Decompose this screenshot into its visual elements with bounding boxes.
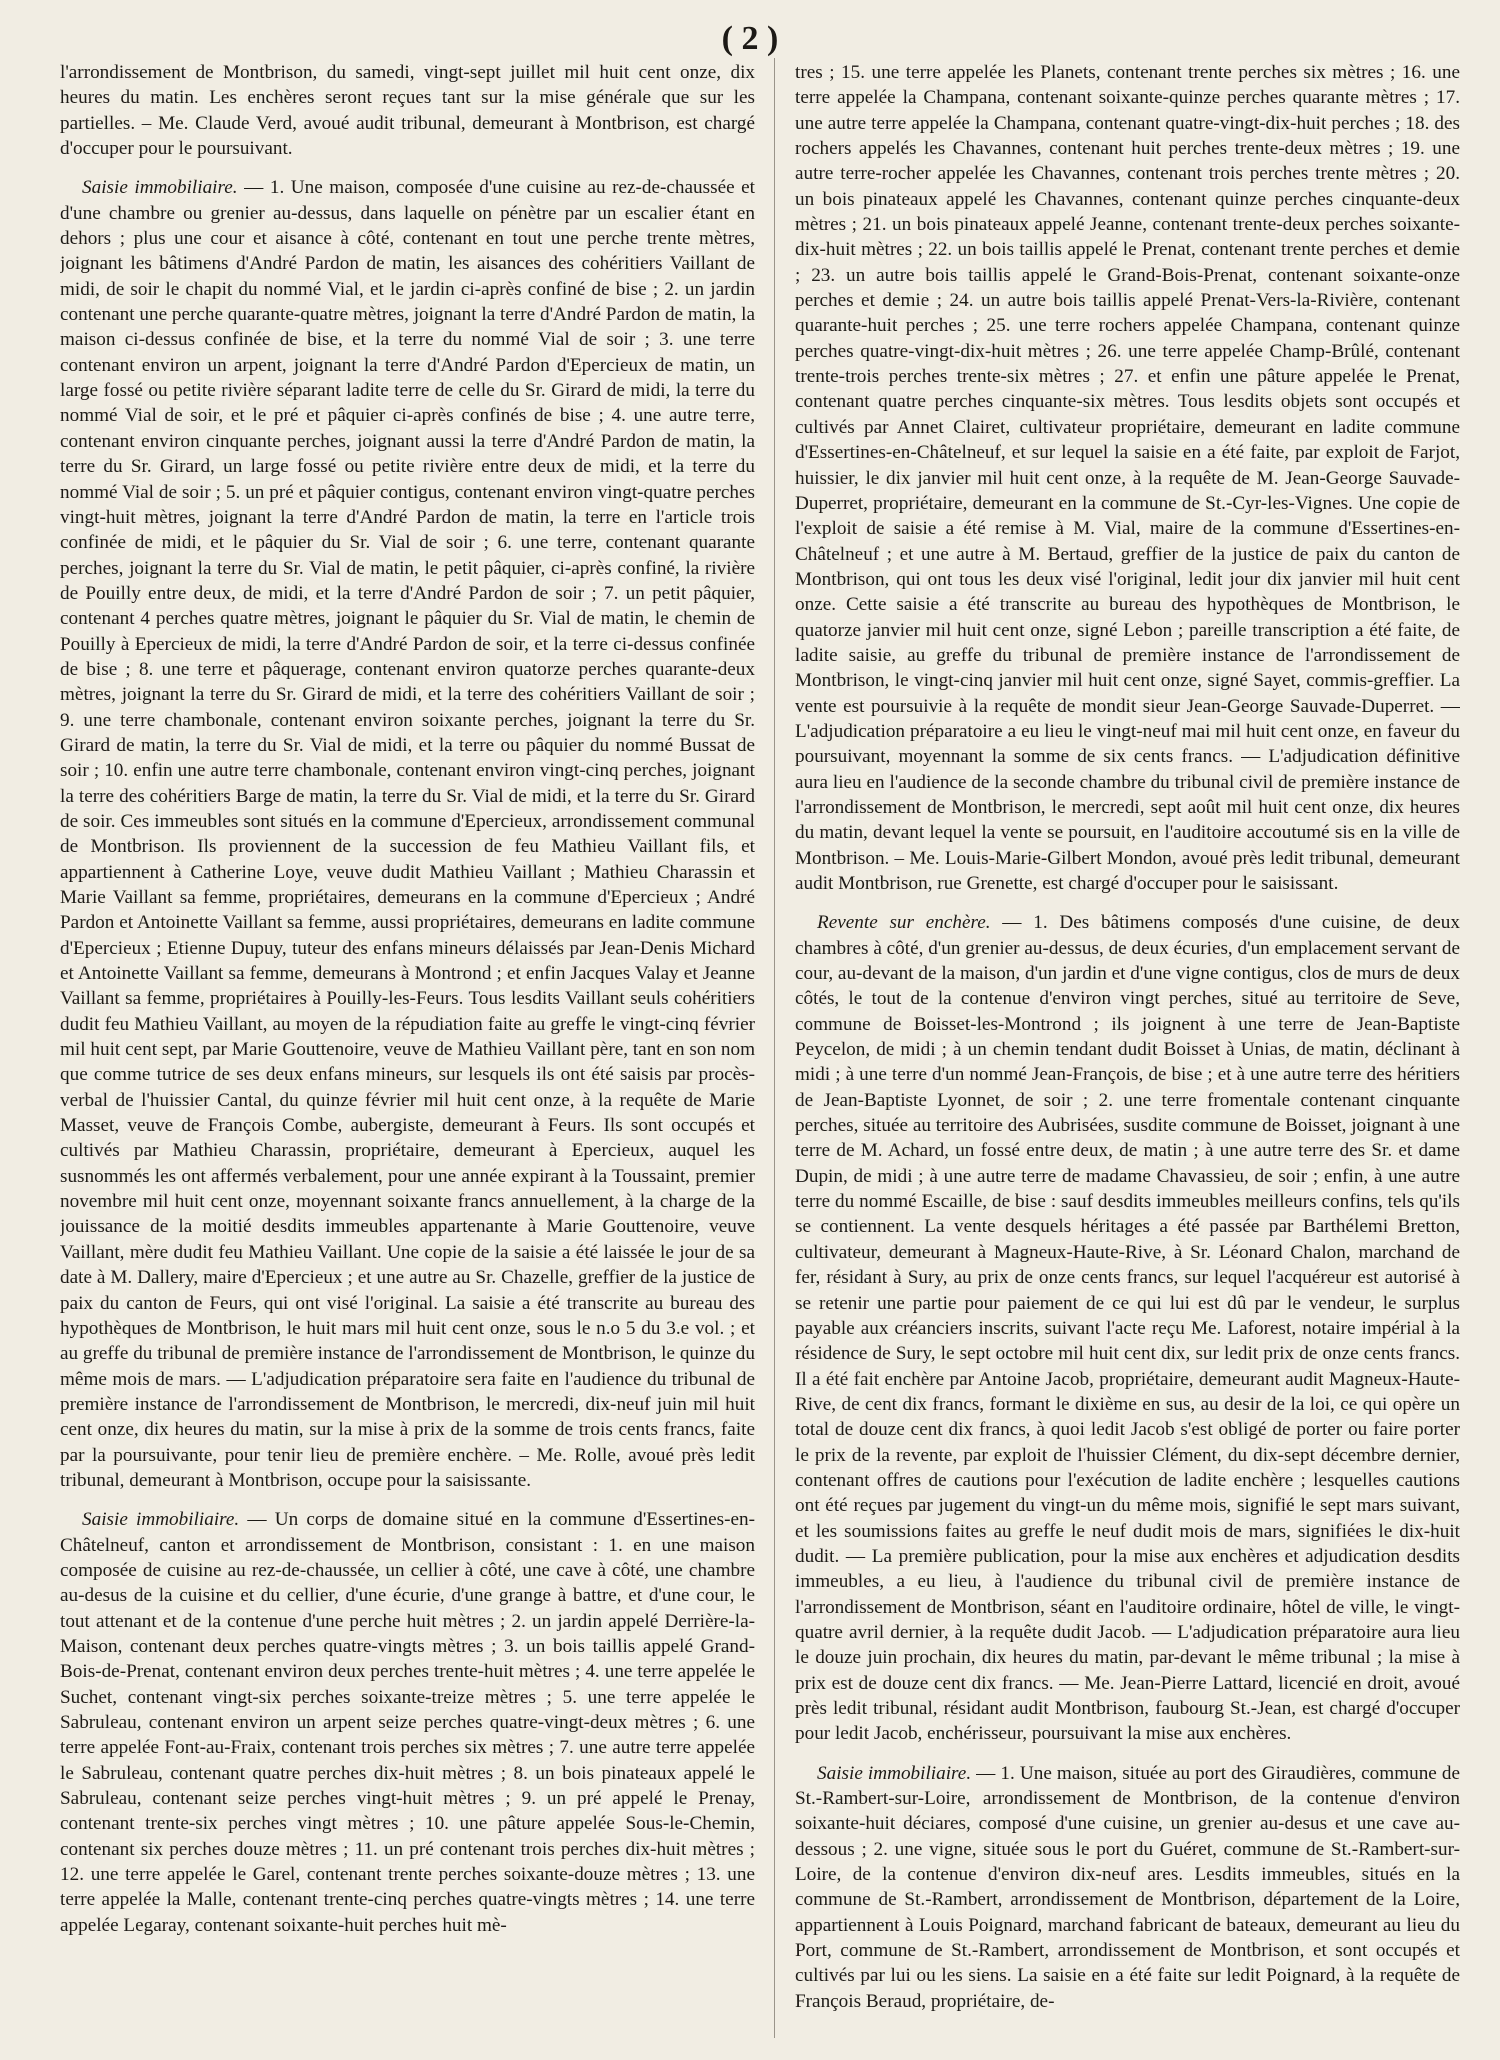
page-number: ( 2 ): [721, 20, 779, 57]
article-text: — Un corps de domaine situé en la commune d'Essertines-en-Châtelneuf, canton et arrondissement de Montbrison, consistant : 1. en une maison composée de cuisine au rez-de-chaussée, un cellier à côté, une cave à côté, une chambre au-desus de la cuisine et du cellier, d'une écurie, d'une grange à battre, et d'une cour, le tout attenant et de la contenue d'une perche huit mètres ; 2. un jardin appelé Derrière-la-Maison, contenant deux perches quatre-vingts mètres ; 3. un bois taillis appelé Grand-Bois-de-Prenat, contenant environ deux perches trente-huit mètres ; 4. une terre appelée le Suchet, contenant vingt-six perches soixante-treize mètres ; 5. une terre appelée le Sabruleau, contenant environ un arpent seize perches quatre-vingt-deux mètres ; 6. une terre appelée Font-au-Fraix, contenant trois perches six mètres ; 7. une autre terre appelée le Sabruleau, contenant quatre perches dix-huit mètres ; 8. un bois pinateaux appelé le Sabruleau, contenant seize perches vingt-huit mètres ; 9. un pré appelé le Prenay, contenant trente-six perches vingt mètres ; 10. une pâture appelée Sous-le-Chemin, contenant six perches douze mètres ; 11. un pré contenant trois perches dix-huit mètres ; 12. une terre appelée le Garel, contenant trente perches soixante-douze mètres ; 13. une terre appelée la Malle, contenant trente-cinq perches quatre-vingts mètres ; 14. une terre appelée Legaray, contenant soixante-huit perches huit mè-: [60, 1509, 755, 1936]
article-continuation: [60, 60, 755, 161]
article-text: — 1. Des bâtimens composés d'une cuisine, de deux chambres à côté, d'un grenier au-dessus, de deux écuries, d'un emplacement servant de cour, au-devant de la maison, d'un jardin et d'une vigne contigus, clos de murs de deux côtés, le tout de la contenue d'environ vingt perches, situé au territoire de Seve, commune de Boisset-les-Montrond ; ils joignent à une terre de Jean-Baptiste Peycelon, de midi ; à un chemin tendant dudit Boisset à Unias, de matin, déclinant à midi ; à une terre d'un nommé Jean-François, de bise ; et à une autre terre des héritiers de Jean-Baptiste Lyonnet, de soir ; 2. une terre fromentale contenant cinquante perches, située au territoire des Aubrisées, susdite commune de Boisset, joignant à une terre de M. Achard, un fossé entre deux, de matin ; à une autre terre des Sr. et dame Dupin, de midi ; à une autre terre de madame Chavassieu, de soir ; enfin, à une autre terre du nommé Escaille, de bise : sauf desdits immeubles meilleurs confins, tels qu'ils se contiennent. La vente desquels héritages a été passée par Barthélemi Bretton, cultivateur, demeurant à Magneux-Haute-Rive, à Sr. Léonard Chalon, marchand de fer, résidant à Sury, au prix de onze cents francs, sur lequel l'acquéreur est autorisé à se retenir une partie pour paiement de ce qui lui est dû par le vendeur, le surplus payable aux créanciers inscrits, suivant l'acte reçu Me. Laforest, notaire impérial à la résidence de Sury, le sept octobre mil huit cent dix, sur ledit prix de onze cents francs. Il a été fait enchère par Antoine Jacob, propriétaire, demeurant audit Magneux-Haute-Rive, de cent dix francs, formant le dixième en sus, au desir de la loi, ce qui opère un total de douze cent dix francs, à quoi ledit Jacob s'est obligé de porter ou faire porter le prix de la revente, par exploit de l'huissier Clément, du dix-sept décembre dernier, contenant offres de cautions pour l'exécution de ladite enchère ; lesquelles cautions ont été reçues par jugement du vingt-un du même mois, signifié le sept mars suivant, et les soumissions faites au greffe le neuf dudit mois de mars, signifiées le dix-huit dudit. — La première publication, pour la mise aux enchères et adjudication desdits immeubles, a eu lieu, à l'audience du tribunal civil de première instance de l'arrondissement de Montbrison, séant en l'auditoire ordinaire, hôtel de ville, le vingt-quatre avril dernier, à la requête dudit Jacob. — L'adjudication préparatoire aura lieu le douze juin prochain, dix heures du matin, par-devant le même tribunal ; la mise à prix est de douze cent dix francs. — Me. Jean-Pierre Lattard, licencié en droit, avoué près ledit tribunal, résidant audit Montbrison, faubourg St.-Jean, est chargé d'occuper pour ledit Jacob, enchérisseur, poursuivant la mise aux enchères.: [795, 912, 1460, 1745]
article-text: — 1. Une maison, composée d'une cuisine au rez-de-chaussée et d'une chambre ou grenier au-dessus, dans laquelle on pénètre par un escalier étant en dehors ; plus une cour et aisance à côté, contenant en tout une perche trente mètres, joignant les bâtimens d'André Pardon de matin, les aisances des cohéritiers Vaillant de midi, de soir le chapit du nommé Vial, et le jardin ci-après confiné de bise ; 2. un jardin contenant une perche quarante-quatre mètres, joignant la terre d'André Pardon de matin, la maison ci-dessus confinée de bise, et la terre du nommé Vial de soir ; 3. une terre contenant environ un arpent, joignant la terre d'André Pardon d'Epercieux de matin, un large fossé ou petite rivière séparant ladite terre de celle du Sr. Girard de midi, la terre du nommé Vial de soir, et le pré et pâquier ci-après confinés de bise ; 4. une autre terre, contenant environ cinquante perches, joignant aussi la terre d'André Pardon de matin, la terre du Sr. Girard, un large fossé ou petite rivière entre deux de midi, et la terre du nommé Vial de soir ; 5. un pré et pâquier contigus, contenant environ vingt-quatre perches vingt-huit mètres, joignant la terre d'André Pardon de matin, la terre en l'article trois confinée de midi, et le pâquier du Sr. Vial de soir ; 6. une terre, contenant quarante perches, joignant la terre du Sr. Vial de matin, le petit pâquier, ci-après confiné, la rivière de Pouilly entre deux, de midi, et la terre d'André Pardon de soir ; 7. un petit pâquier, contenant 4 perches quatre mètres, joignant le pâquier du Sr. Vial de matin, le chemin de Pouilly à Epercieux de midi, la terre d'André Pardon de soir, et la terre ci-dessus confinée de bise ; 8. une terre et pâquerage, contenant environ quatorze perches quarante-deux mètres, joignant la terre du Sr. Girard de midi, et la terre des cohéritiers Vaillant de soir ; 9. une terre chambonale, contenant environ soixante perches, joignant la terre du Sr. Girard de matin, la terre du Sr. Vial de midi, et la terre ou pâquier du nommé Bussat de soir ; 10. enfin une autre terre chambonale, contenant environ vingt-cinq perches, joignant la terre des cohéritiers Barge de matin, la terre du Sr. Vial de midi, et la terre du Sr. Girard de soir. Ces immeubles sont situés en la commune d'Epercieux, arrondissement communal de Montbrison. Ils proviennent de la succession de feu Mathieu Vaillant fils, et appartiennent à Catherine Loye, veuve dudit Mathieu Vaillant ; Mathieu Charassin et Marie Vaillant sa femme, propriétaires, demeurans en la commune d'Epercieux ; André Pardon et Antoinette Vaillant sa femme, aussi propriétaires, demeurans en ladite commune d'Epercieux ; Etienne Dupuy, tuteur des enfans mineurs délaissés par Jean-Denis Michard et Antoinette Vaillant sa femme, demeurans à Montrond ; et enfin Jacques Valay et Jeanne Vaillant sa femme, propriétaires à Pouilly-les-Feurs. Tous lesdits Vaillant seuls cohéritiers dudit feu Mathieu Vaillant, au moyen de la répudiation faite au greffe le vingt-cinq février mil huit cent sept, par Marie Gouttenoire, veuve de Mathieu Vaillant père, tant en son nom que comme tutrice de ses deux enfans mineurs, sur lesquels ils ont été saisis par procès-verbal de l'huissier Cantal, du quinze février mil huit cent onze, à la requête de Marie Masset, veuve de François Combe, aubergiste, demeurant à Feurs. Ils sont occupés et cultivés par Mathieu Charassin, propriétaire, demeurant à Epercieux, auquel les susnommés les ont affermés verbalement, pour une année expirant à la Toussaint, premier novembre mil huit cent onze, moyennant soixante francs annuellement, à la charge de la jouissance de la moitié desdits immeubles appartenante à Marie Gouttenoire, veuve Vaillant, mère dudit feu Mathieu Vaillant. Une copie de la saisie a été laissée le jour de sa date à M. Dallery, maire d'Epercieux ; et une autre au Sr. Chazelle, greffier de la justice de paix du canton de Feurs, qui ont visé l'original. La saisie a été transcrite au bureau des hypothèques de Montbrison, le huit mars mil huit cent onze, sous le n.o 5 du 3.e vol. ; et au greffe du tribunal de première instance de l'arrondissement de Montbrison, le quinze du même mois de mars. — L'adjudication préparatoire sera faite en l'audience du tribunal de première instance de l'arrondissement de Montbrison, le mercredi, dix-neuf juin mil huit cent onze, dix heures du matin, sur la mise à prix de la somme de trois cents francs, faite par la poursuivante, pour tenir lieu de première enchère. – Me. Rolle, avoué près ledit tribunal, demeurant à Montbrison, occupe pour la saisissante.: [60, 177, 755, 1491]
article-revente: [795, 910, 1460, 1746]
article-heading: Saisie immobiliaire.: [817, 1762, 972, 1784]
article-saisie-st-rambert: [795, 1761, 1460, 2014]
article-text: l'arrondissement de Montbrison, du samedi, vingt-sept juillet mil huit cent onze, dix heures du matin. Les enchères seront reçues tant sur la mise générale que sur les partielles. – Me. Claude Verd, avoué audit tribunal, demeurant à Montbrison, est chargé d'occuper pour le poursuivant.: [60, 62, 755, 160]
right-column: [795, 60, 1460, 2040]
article-text: — 1. Une maison, située au port des Giraudières, commune de St.-Rambert-sur-Loire, arrondissement de Montbrison, de la contenue d'environ soixante-huit déciares, composé d'une cuisine, un grenier au-desus et une cave au-dessous ; 2. une vigne, située sous le port du Guéret, commune de St.-Rambert-sur-Loire, de la contenue d'environ dix-neuf ares. Lesdits immeubles, situés en la commune de St.-Rambert, arrondissement de Montbrison, département de la Loire, appartiennent à Louis Poignard, marchand fabricant de bateaux, demeurant au lieu du Port, commune de St.-Rambert, arrondissement de Montbrison, et sont occupés et cultivés par lui ou les siens. La saisie en a été faite sur ledit Poignard, à la requête de François Beraud, propriétaire, de-: [795, 1762, 1460, 2012]
article-saisie-epercieux: [60, 175, 755, 1493]
article-saisie-essertines: [60, 1507, 755, 1938]
article-heading: Saisie immobiliaire.: [82, 177, 238, 199]
article-text: tres ; 15. une terre appelée les Planets, contenant trente perches six mètres ; 16. une terre appelée la Champana, contenant soixante-quinze perches quarante mètres ; 17. une autre terre appelée la Champana, contenant quatre-vingt-dix-huit perches ; 18. des rochers appelés les Chavannes, contenant huit perches trente-deux mètres ; 19. une autre terre-rocher appelée les Chavannes, contenant trois perches trente mètres ; 20. un bois pinateaux appelé les Chavannes, contenant quinze perches cinquante-deux mètres ; 21. un bois pinateaux appelé Jeanne, contenant trente-deux perches soixante-dix-huit mètres ; 22. un bois taillis appelé le Prenat, contenant trente perches et demie ; 23. un autre bois taillis appelé le Grand-Bois-Prenat, contenant soixante-onze perches et demie ; 24. un autre bois taillis appelé Prenat-Vers-la-Rivière, contenant quarante-huit perches ; 25. une terre rochers appelée Champana, contenant quinze perches quatre-vingt-dix-huit mètres ; 26. une terre appelée Champ-Brûlé, contenant trente-trois perches trente-six mètres ; 27. et enfin une pâture appelée le Prenat, contenant quatre perches cinquante-six mètres. Tous lesdits objets sont occupés et cultivés par Annet Clairet, cultivateur propriétaire, demeurant en ladite commune d'Essertines-en-Châtelneuf, et sur lequel la saisie en a été faite, par exploit de Farjot, huissier, le dix janvier mil huit cent onze, à la requête de M. Jean-George Sauvade-Duperret, propriétaire, demeurant en la commune de St.-Cyr-les-Vignes. Une copie de l'exploit de saisie a été remise à M. Vial, maire de la commune d'Essertines-en-Châtelneuf ; et une autre à M. Bertaud, greffier de la justice de paix du canton de Montbrison, qui ont tous les deux visé l'original, ledit jour dix janvier mil huit cent onze. Cette saisie a été transcrite au bureau des hypothèques de Montbrison, le quatorze janvier mil huit cent onze, signé Lebon ; pareille transcription a été faite, de ladite saisie, au greffe du tribunal de première instance de l'arrondissement de Montbrison, le vingt-cinq janvier mil huit cent onze, signé Sayet, commis-greffier. La vente est poursuivie à la requête de mondit sieur Jean-George Sauvade-Duperret. — L'adjudication préparatoire a eu lieu le vingt-neuf mai mil huit cent onze, en faveur du poursuivant, moyennant la somme de six cents francs. — L'adjudication définitive aura lieu en l'audience de la seconde chambre du tribunal civil de première instance de l'arrondissement de Montbrison, le mercredi, sept août mil huit cent onze, dix heures du matin, devant lequel la vente se poursuit, en l'auditoire accoutumé sis en la ville de Montbrison. – Me. Louis-Marie-Gilbert Mondon, avoué près ledit tribunal, demeurant audit Montbrison, rue Grenette, est chargé d'occuper pour le saisissant.: [795, 62, 1460, 894]
article-heading: Saisie immobiliaire.: [82, 1509, 240, 1531]
left-column: [60, 60, 755, 2040]
article-heading: Revente sur enchère.: [817, 912, 991, 934]
column-divider: [774, 58, 775, 2038]
article-continuation: [795, 60, 1460, 896]
